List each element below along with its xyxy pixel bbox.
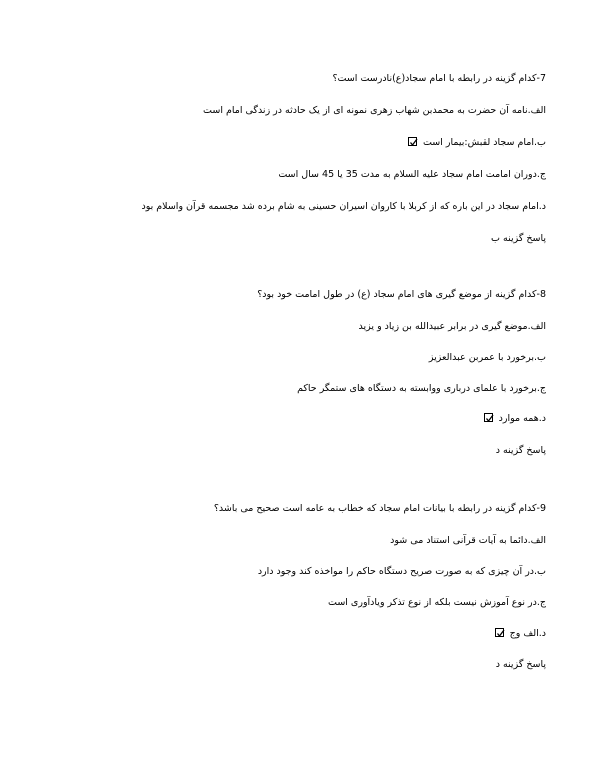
question-7-option-d: د.امام سجاد در این باره که از کربلا با کاروان اسیران حسینی به شام برده شد مجسمه قرآن واسلام بود (141, 201, 546, 212)
question-8-answer: پاسخ گزینه د (495, 445, 546, 456)
question-8-title: 8-کدام گزینه از موضع گیری های امام سجاد (ع) در طول امامت خود بود؟ (257, 289, 546, 300)
question-9-option-b: ب.در آن چیزی که به صورت صریح دستگاه حاکم را مواخذه کند وجود دارد (257, 566, 546, 577)
checked-box-icon (484, 413, 493, 422)
checked-box-icon (408, 137, 417, 146)
question-7-title: 7-کدام گزینه در رابطه با امام سجاد(ع)نادرست است؟ (332, 73, 546, 84)
question-7-option-b-text: ب.امام سجاد لقبش:بیمار است (422, 137, 546, 148)
question-7-option-a: الف.نامه آن حضرت به محمدبن شهاب زهری نمونه ای از یک حادثه در زندگی امام است (203, 105, 546, 116)
question-9-option-d (46, 627, 546, 641)
question-9-option-c: ج.در نوع آموزش نیست بلکه از نوع تذکر ویادآوری است (327, 597, 546, 608)
question-8-option-b: ب.برخورد با عمربن عبدالعزیز (428, 352, 546, 363)
question-7-answer: پاسخ گزینه ب (491, 233, 546, 244)
question-9-title: 9-کدام گزینه در رابطه با بیانات امام سجاد که خطاب به عامه است صحیح می باشد؟ (213, 503, 546, 514)
question-8-option-d (46, 412, 546, 426)
question-7-option-c: ج.دوران امامت امام سجاد علیه السلام به مدت 35 یا 45 سال است (278, 169, 546, 180)
question-8-option-c: ج.برخورد با علمای درباری ووابسته به دستگاه های ستمگر حاکم (297, 383, 546, 394)
question-7-option-b (46, 136, 546, 150)
question-9-answer: پاسخ گزینه د (495, 659, 546, 670)
question-9-option-a: الف.دائما به آیات قرآنی استناد می شود (390, 535, 546, 546)
question-8-option-d-text: د.همه موارد (498, 413, 546, 424)
checked-box-icon (495, 628, 504, 637)
question-9-option-d-text: د.الف وج (509, 628, 546, 639)
question-8-option-a: الف.موضع گیری در برابر عبیدالله بن زیاد و یزید (358, 321, 546, 332)
